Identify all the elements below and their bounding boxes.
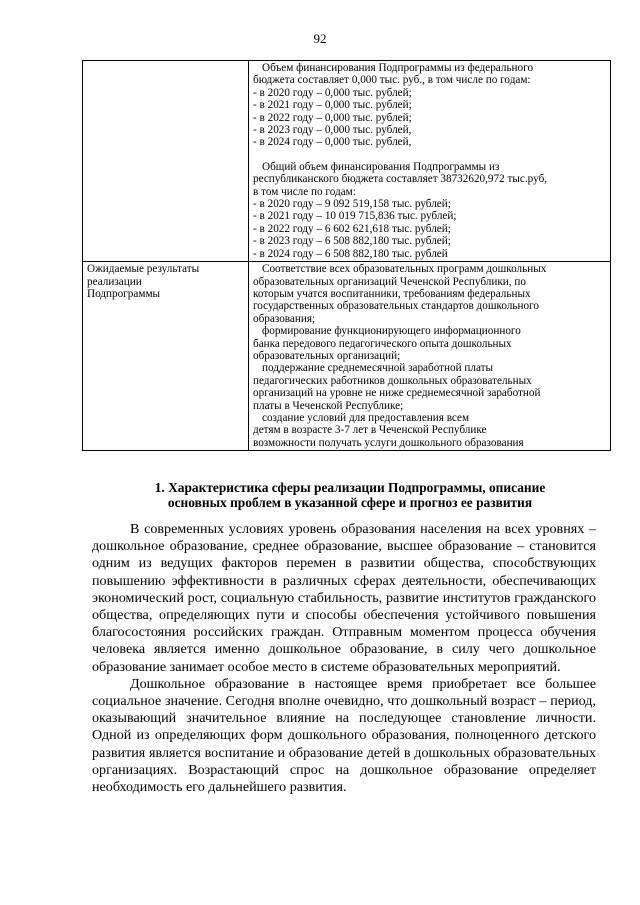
financing-cell bbox=[249, 61, 611, 262]
table-row bbox=[83, 61, 611, 262]
cell-text-line: в том числе по годам: bbox=[253, 185, 356, 198]
cell-text-line: - в 2024 году – 6 508 882,180 тыс. рублей bbox=[253, 247, 448, 260]
cell-text-line: Объем финансирования Подпрограммы из федерального bbox=[262, 62, 534, 74]
cell-text-line: образовательных организаций Чеченской Республики, по bbox=[253, 275, 526, 288]
row-label-line: реализации bbox=[87, 275, 142, 288]
cell-text-line: платы в Чеченской Республике; bbox=[253, 399, 404, 412]
cell-text-line: организаций на уровне не ниже среднемесячной заработной bbox=[253, 387, 541, 400]
row-label-cell bbox=[83, 61, 249, 262]
section-heading-line: основных проблем в указанной сфере и прогноз ее развития bbox=[167, 494, 533, 510]
cell-text-line: - в 2023 году – 0,000 тыс. рублей, bbox=[253, 124, 412, 137]
subprogram-passport-table bbox=[82, 60, 611, 451]
cell-text-line: педагогических работников дошкольных образовательных bbox=[253, 374, 532, 387]
cell-text-line: - в 2021 году – 0,000 тыс. рублей; bbox=[253, 99, 412, 112]
section-heading-line: 1. Характеристика сферы реализации Подпрограммы, описание bbox=[154, 480, 546, 495]
cell-text-line: банка передового педагогического опыта дошкольных bbox=[253, 337, 512, 350]
row-label-line: Ожидаемые результаты bbox=[87, 263, 200, 276]
cell-text-line: создание условий для предоставления всем bbox=[262, 411, 470, 424]
cell-text-line: - в 2020 году – 9 092 519,158 тыс. рублей; bbox=[253, 198, 451, 211]
cell-text-line: Соответствие всех образовательных программ дошкольных bbox=[262, 263, 547, 276]
paragraph: Дошкольное образование в настоящее время приобретает все большее социальное значение. Сегодня вполне очевидно, что дошкольный возраст – период, оказывающий значительное влияние на последующее становление личности. Одной из определяющих форм дошкольного образования, полноценного детского развития является воспитание и образование детей в дошкольных образовательных организациях. Возрастающий спрос на дошкольное образование определяет необходимость его дальнейшего развития. bbox=[92, 675, 596, 796]
table-row bbox=[83, 262, 611, 451]
cell-text-line: - в 2022 году – 6 602 621,618 тыс. рублей; bbox=[253, 222, 451, 235]
cell-text-line: поддержание среднемесячной заработной платы bbox=[262, 362, 494, 375]
cell-text-line: - в 2022 году – 0,000 тыс. рублей; bbox=[253, 111, 412, 124]
row-label-line: Подпрограммы bbox=[87, 287, 161, 300]
paragraph: В современных условиях уровень образования населения на всех уровнях – дошкольное образование, среднее образование, высшее образование – становится одним из ведущих факторов перемен в развитии общества, способствующих повышению эффективности в различных сферах деятельности, обеспечивающих экономический рост, социальную стабильность, развитие институтов гражданского общества, определяющих пути и способы обеспечения устойчивого повышения благосостояния российских граждан. Отправным моментом процесса обучения человека является именно дошкольное образование, в силу чего дошкольное образование занимает особое место в системе образовательных мероприятий. bbox=[92, 521, 596, 675]
cell-text-line: Общий объем финансирования Подпрограммы из bbox=[262, 160, 500, 173]
cell-text-line: которым учатся воспитанники, требованиям федеральных bbox=[253, 287, 531, 300]
cell-text-line: - в 2020 году – 0,000 тыс. рублей; bbox=[253, 86, 412, 99]
cell-text-line: детям в возрасте 3-7 лет в Чеченской Республике bbox=[253, 424, 487, 437]
row-label-cell bbox=[83, 262, 249, 451]
cell-text-line: образовательных организаций; bbox=[253, 349, 401, 362]
cell-text-line: бюджета составляет 0,000 тыс. руб., в том числе по годам: bbox=[253, 74, 531, 87]
cell-text-line: республиканского бюджета составляет 38732620,972 тыс.руб, bbox=[253, 173, 548, 186]
expected-results-cell bbox=[249, 262, 611, 451]
cell-text-line: образования; bbox=[253, 312, 316, 325]
blank-line bbox=[253, 149, 607, 161]
page-number: 92 bbox=[313, 31, 327, 46]
section-heading bbox=[90, 481, 610, 510]
cell-text-line: государственных образовательных стандартов дошкольного bbox=[253, 300, 539, 313]
cell-text-line: - в 2024 году – 0,000 тыс. рублей, bbox=[253, 136, 412, 149]
cell-text-line: - в 2023 году – 6 508 882,180 тыс. рублей; bbox=[253, 235, 451, 248]
cell-text-line: возможности получать услуги дошкольного образования bbox=[253, 436, 524, 449]
cell-text-line: - в 2021 году – 10 019 715,836 тыс. рублей; bbox=[253, 210, 457, 223]
section-body bbox=[92, 521, 596, 796]
cell-text-line: формирование функционирующего информационного bbox=[262, 325, 521, 338]
